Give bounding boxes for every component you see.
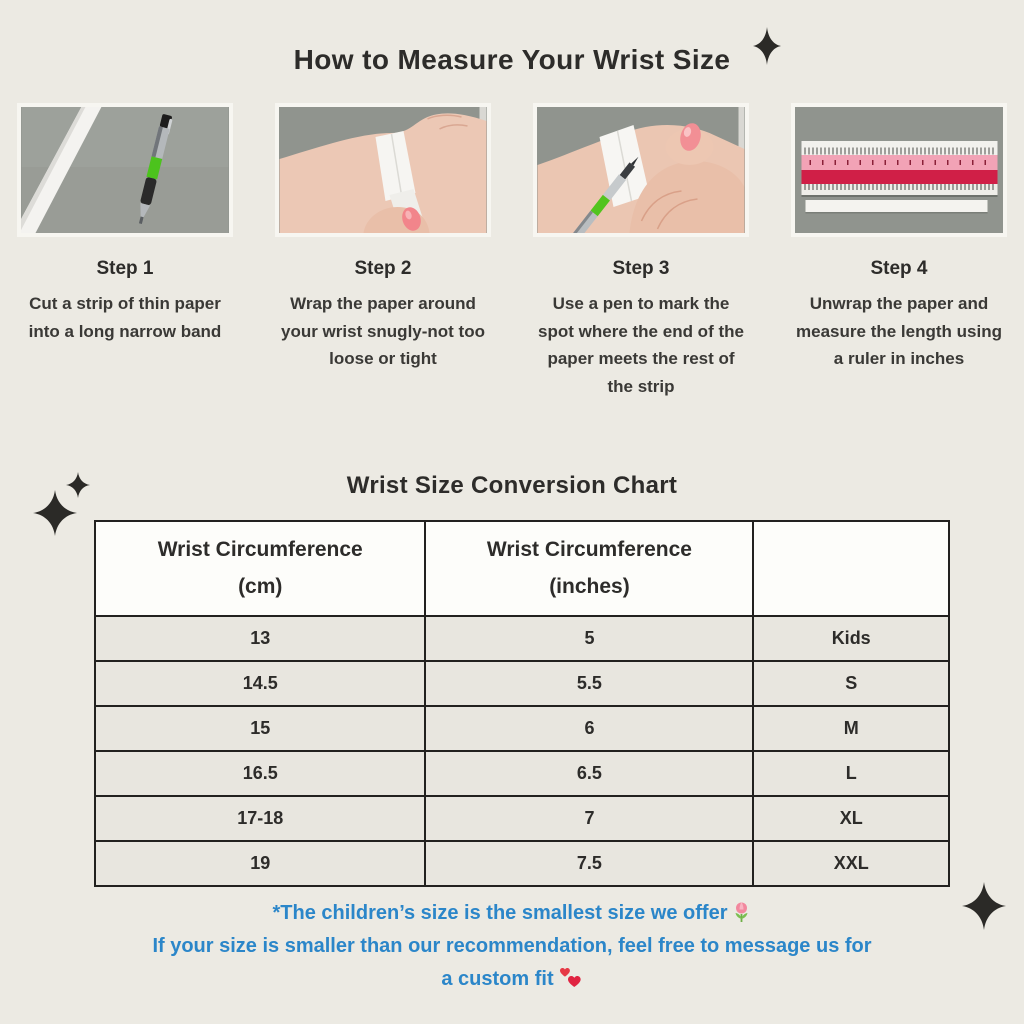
table-header-row [95,521,949,616]
cell-inches: 7.5 [425,841,753,886]
header-cell-inches: Wrist Circumference (inches) [425,521,753,616]
header-cell-cm: Wrist Circumference (cm) [95,521,425,616]
sparkle-icon [962,882,1006,930]
cell-inches: 6 [425,706,753,751]
wrist-size-conversion-table [94,520,950,887]
cell-size: S [753,661,949,706]
cell-size: XXL [753,841,949,886]
cell-cm: 19 [95,841,425,886]
step-3 [533,103,749,400]
header-cell-size [753,521,949,616]
table-row [95,751,949,796]
cell-inches: 5.5 [425,661,753,706]
table-row [95,841,949,886]
step-3-label: Step 3 [612,258,670,279]
paper-strip-and-pen-photo [17,103,233,237]
paper-wrapped-around-wrist-photo [275,103,491,237]
steps-row [0,103,1024,400]
ruler-measuring-paper-strip-photo [791,103,1007,237]
tulip-icon [732,901,751,923]
step-1-description: Cut a strip of thin paper into a long narrow band [28,294,222,341]
table-row [95,706,949,751]
step-4 [791,103,1007,400]
step-1 [17,103,233,400]
table-row [95,796,949,841]
cell-cm: 13 [95,616,425,661]
step-2-description: Wrap the paper around your wrist snugly-not too loose or tight [281,294,485,369]
cell-size: Kids [753,616,949,661]
step-4-description: Unwrap the paper and measure the length using a ruler in inches [796,294,1002,369]
cell-cm: 16.5 [95,751,425,796]
page-title: How to Measure Your Wrist Size [293,44,731,75]
cell-inches: 7 [425,796,753,841]
footer-line-2: If your size is smaller than our recommendation, feel free to message us for [152,935,872,957]
step-3-description: Use a pen to mark the spot where the end of the paper meets the rest of the strip [538,294,744,396]
step-4-label: Step 4 [870,258,928,279]
cell-size: XL [753,796,949,841]
cell-cm: 15 [95,706,425,751]
step-2-label: Step 2 [354,258,412,279]
cell-cm: 14.5 [95,661,425,706]
cell-cm: 17-18 [95,796,425,841]
two-hearts-icon [559,968,583,989]
cell-size: M [753,706,949,751]
table-row [95,661,949,706]
sparkle-icon [753,27,781,65]
table-row [95,616,949,661]
step-1-label: Step 1 [96,258,154,279]
step-2 [275,103,491,400]
footer-line-1: *The children’s size is the smallest size we offer [0,897,1024,930]
sparkle-icon [33,490,77,536]
cell-size: L [753,751,949,796]
footer-note [0,897,1024,996]
pen-marking-paper-on-wrist-photo [533,103,749,237]
cell-inches: 6.5 [425,751,753,796]
section-title: Wrist Size Conversion Chart [346,472,678,499]
footer-line-3: a custom fit [0,963,1024,996]
cell-inches: 5 [425,616,753,661]
